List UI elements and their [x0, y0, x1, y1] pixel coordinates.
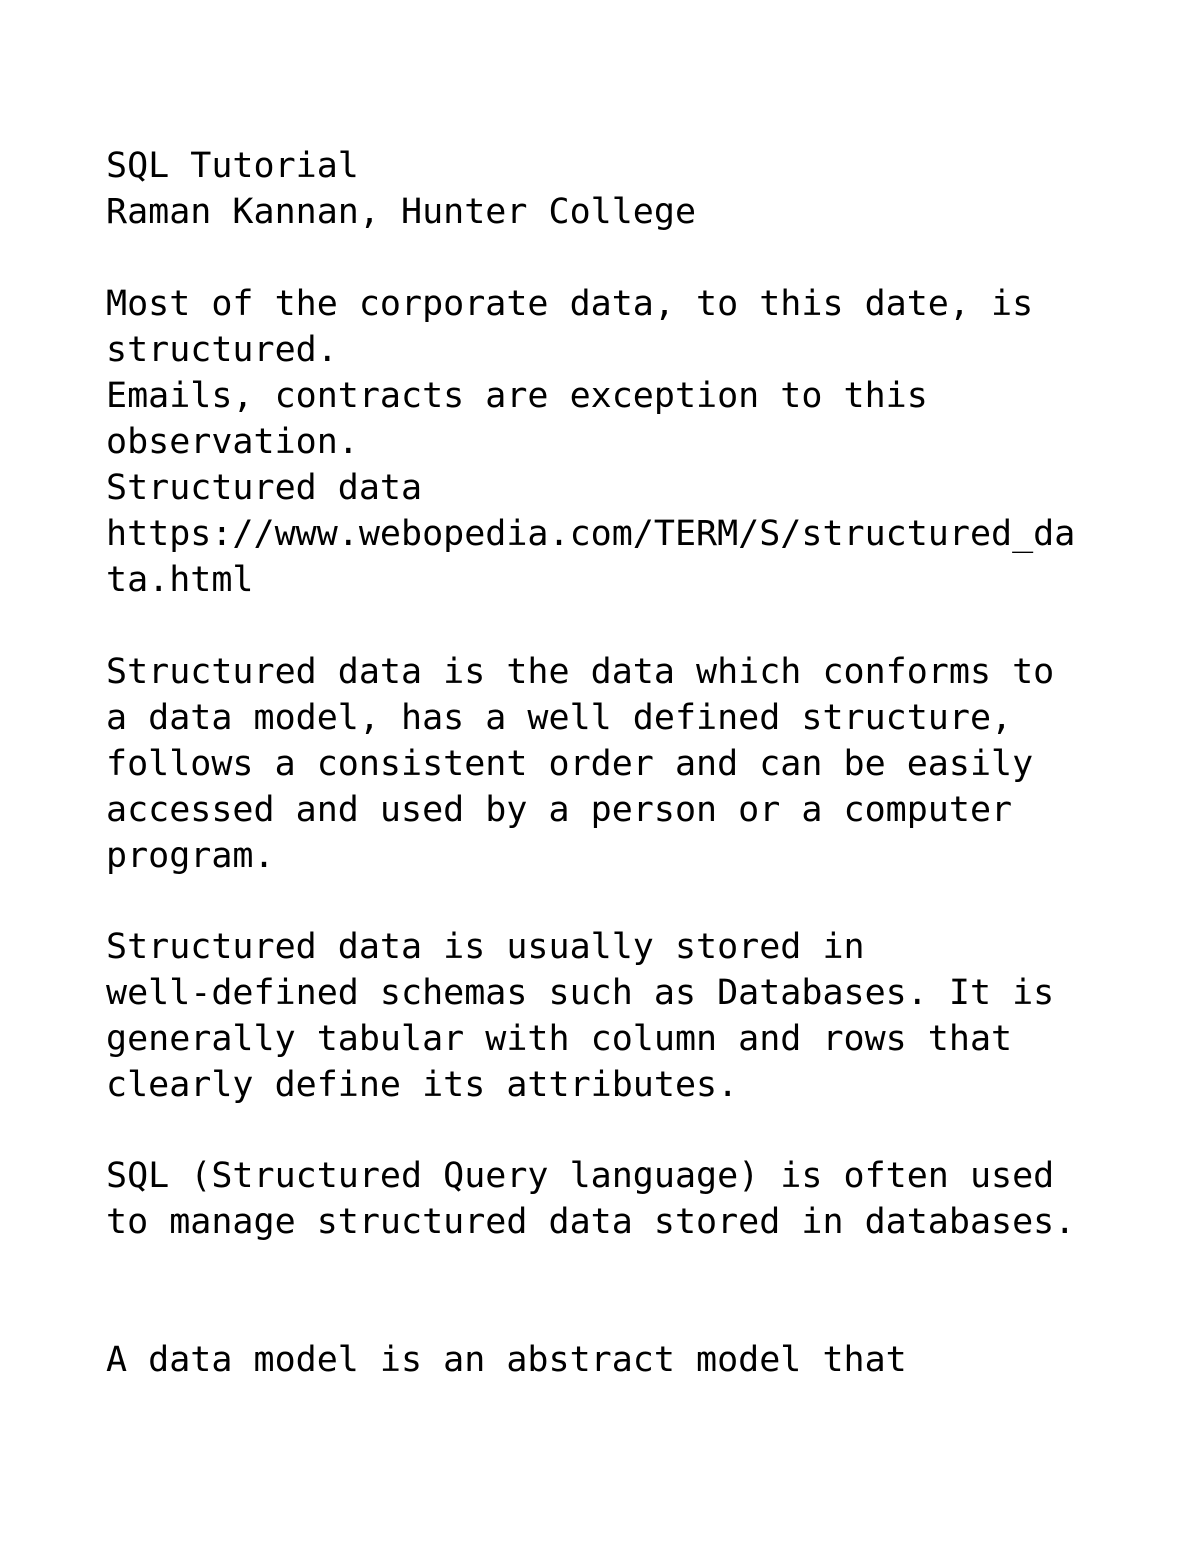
- text-line: Structured data: [106, 468, 423, 508]
- text-line: a data model, has a well defined structure,: [106, 698, 1013, 738]
- text-line: well-defined schemas such as Databases. It is: [106, 973, 1055, 1013]
- text-line: structured.: [106, 330, 338, 370]
- text-line: SQL (Structured Query language) is often used: [106, 1156, 1055, 1196]
- text-line: generally tabular with column and rows that: [106, 1019, 1013, 1059]
- text-line: clearly define its attributes.: [106, 1065, 739, 1105]
- text-line: Most of the corporate data, to this date, is: [106, 284, 1034, 324]
- document-title: SQL Tutorial: [106, 146, 359, 186]
- text-line: Structured data is the data which conforms to: [106, 652, 1055, 692]
- reference-url-line: https://www.webopedia.com/TERM/S/structured_da: [106, 514, 1076, 554]
- document-author: Raman Kannan, Hunter College: [106, 192, 697, 232]
- text-line: accessed and used by a person or a computer: [106, 790, 1013, 830]
- text-line: program.: [106, 836, 275, 876]
- text-line: observation.: [106, 422, 359, 462]
- text-line: A data model is an abstract model that: [106, 1340, 907, 1380]
- text-line: Emails, contracts are exception to this: [106, 376, 928, 416]
- text-line: to manage structured data stored in databases.: [106, 1202, 1076, 1242]
- text-line: follows a consistent order and can be easily: [106, 744, 1034, 784]
- text-line: Structured data is usually stored in: [106, 927, 865, 967]
- reference-url-line: ta.html: [106, 560, 254, 600]
